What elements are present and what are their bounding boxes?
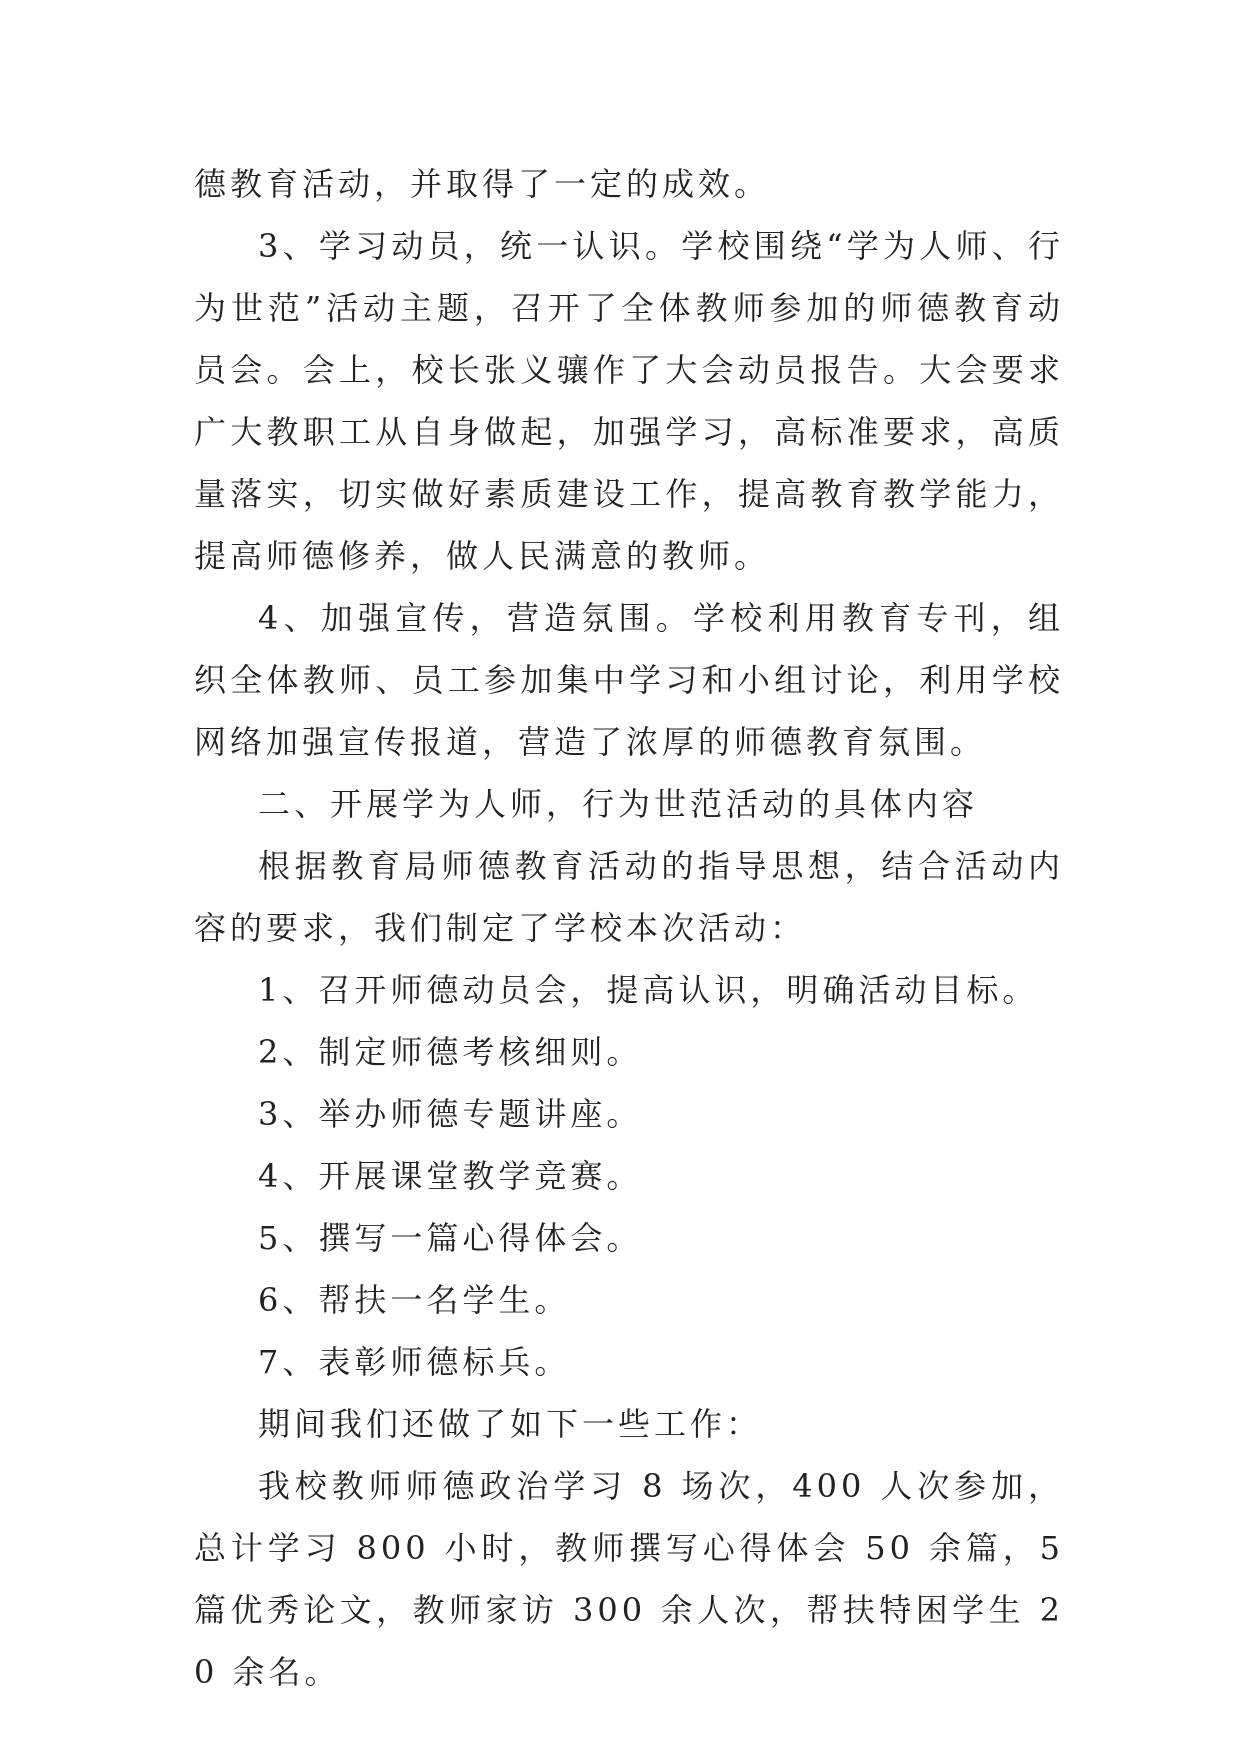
paragraph-item-3-mobilization: 3、学习动员，统一认识。学校围绕“学为人师、行为世范”活动主题，召开了全体教师参加的师德教育动员会。会上，校长张义骧作了大会动员报告。大会要求广大教职工从自身做起，加强学习，高标准要求，高质量落实，切实做好素质建设工作，提高教育教学能力，提高师德修养，做人民满意的教师。 — [194, 227, 1064, 575]
paragraph-intro: 根据教育局师德教育活动的指导思想，结合活动内容的要求，我们制定了学校本次活动： — [194, 847, 1064, 947]
list-item-2: 2、制定师德考核细则。 — [258, 1033, 643, 1071]
paragraph-item-4-publicity: 4、加强宣传，营造氛围。学校利用教育专刊，组织全体教师、员工参加集中学习和小组讨论，利用学校网络加强宣传报道，营造了浓厚的师德教育氛围。 — [194, 599, 1064, 761]
paragraph-other-work: 期间我们还做了如下一些工作： — [258, 1405, 763, 1443]
section-heading-two: 二、开展学为人师，行为世范活动的具体内容 — [258, 785, 979, 823]
list-item-4: 4、开展课堂教学竞赛。 — [258, 1157, 643, 1195]
list-item-1: 1、召开师德动员会，提高认识，明确活动目标。 — [258, 971, 1039, 1009]
list-item-3: 3、举办师德专题讲座。 — [258, 1095, 643, 1133]
paragraph-statistics: 我校教师师德政治学习 8 场次，400 人次参加，总计学习 800 小时，教师撰写心得体会 50 余篇，5 篇优秀论文，教师家访 300 余人次，帮扶特困学生 20 余名。 — [194, 1467, 1064, 1691]
document-body — [194, 153, 1064, 1703]
list-item-5: 5、撰写一篇心得体会。 — [258, 1219, 643, 1257]
list-item-6: 6、帮扶一名学生。 — [258, 1281, 571, 1319]
paragraph-continuation: 德教育活动，并取得了一定的成效。 — [194, 165, 771, 203]
list-item-7: 7、表彰师德标兵。 — [258, 1343, 571, 1381]
